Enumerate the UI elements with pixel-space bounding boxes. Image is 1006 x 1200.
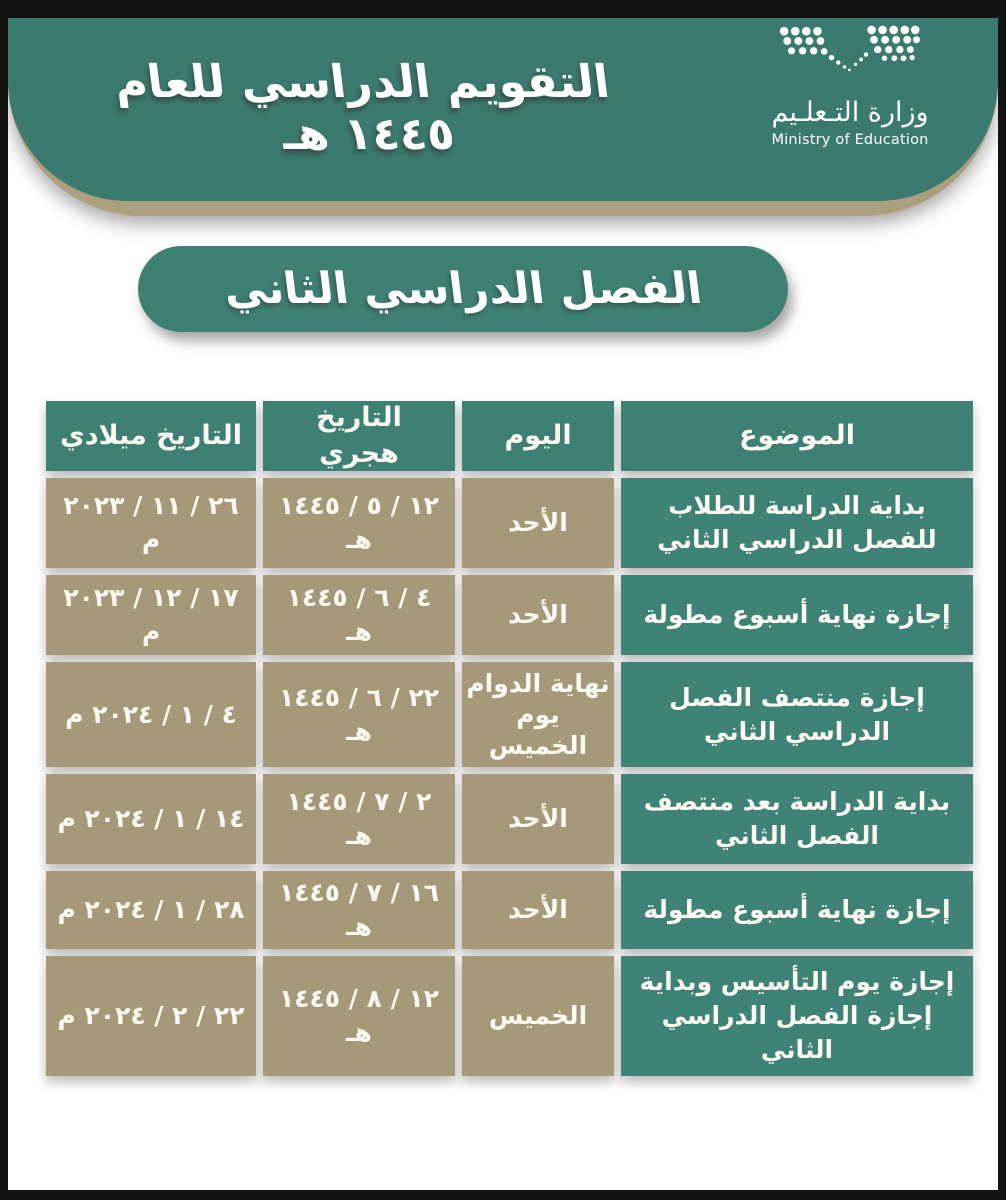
- col-header-gregorian: التاريخ ميلادي: [46, 401, 256, 471]
- table-row: [46, 575, 973, 655]
- semester-banner-label: الفصل الدراسي الثاني: [221, 264, 705, 314]
- day-cell: الأحد: [462, 774, 614, 864]
- hijri-date-cell: ٢٢ / ٦ / ١٤٤٥ هـ: [263, 662, 455, 767]
- gregorian-date-cell: ٢٦ / ١١ / ٢٠٢٣ م: [46, 478, 256, 568]
- col-header-day: اليوم: [462, 401, 614, 471]
- subject-cell: إجازة نهاية أسبوع مطولة: [621, 575, 973, 655]
- hijri-date-cell: ١٦ / ٧ / ١٤٤٥ هـ: [263, 871, 455, 949]
- hijri-date-cell: ٤ / ٦ / ١٤٤٥ هـ: [263, 575, 455, 655]
- subject-cell: إجازة يوم التأسيس وبداية إجازة الفصل الدراسي الثاني: [621, 956, 973, 1076]
- table-row: [46, 662, 973, 767]
- poster-page: [8, 18, 998, 1190]
- table-row: [46, 774, 973, 864]
- gregorian-date-cell: ١٧ / ١٢ / ٢٠٢٣ م: [46, 575, 256, 655]
- day-cell: الأحد: [462, 478, 614, 568]
- gregorian-date-cell: ٢٢ / ٢ / ٢٠٢٤ م: [46, 956, 256, 1076]
- ministry-name-arabic: وزارة التـعلـيم: [771, 97, 929, 128]
- table-row: [46, 871, 973, 949]
- subject-cell: بداية الدراسة بعد منتصف الفصل الثاني: [621, 774, 973, 864]
- subject-cell: بداية الدراسة للطلاب للفصل الدراسي الثاني: [621, 478, 973, 568]
- col-header-hijri: التاريخ هجري: [263, 401, 455, 471]
- gregorian-date-cell: ٤ / ١ / ٢٠٢٤ م: [46, 662, 256, 767]
- page-title: التقويم الدراسي للعام ١٤٤٥ هـ: [111, 55, 613, 160]
- gregorian-date-cell: ١٤ / ١ / ٢٠٢٤ م: [46, 774, 256, 864]
- day-cell: الخميس: [462, 956, 614, 1076]
- ministry-name-english: Ministry of Education: [771, 132, 929, 148]
- subject-cell: إجازة منتصف الفصل الدراسي الثاني: [621, 662, 973, 767]
- table-row: [46, 478, 973, 568]
- day-cell: الأحد: [462, 575, 614, 655]
- semester-banner: [138, 246, 788, 332]
- day-cell: الأحد: [462, 871, 614, 949]
- hijri-date-cell: ١٢ / ٥ / ١٤٤٥ هـ: [263, 478, 455, 568]
- hijri-date-cell: ١٢ / ٨ / ١٤٤٥ هـ: [263, 956, 455, 1076]
- calendar-table: [46, 401, 973, 1076]
- col-header-subject: الموضوع: [621, 401, 973, 471]
- ministry-logo-dots-icon: [770, 25, 930, 73]
- ministry-logo: [755, 25, 945, 148]
- table-header-row: [46, 401, 973, 471]
- table-row: [46, 956, 973, 1076]
- hijri-date-cell: ٢ / ٧ / ١٤٤٥ هـ: [263, 774, 455, 864]
- day-cell: نهاية الدوام يوم الخميس: [462, 662, 614, 767]
- gregorian-date-cell: ٢٨ / ١ / ٢٠٢٤ م: [46, 871, 256, 949]
- subject-cell: إجازة نهاية أسبوع مطولة: [621, 871, 973, 949]
